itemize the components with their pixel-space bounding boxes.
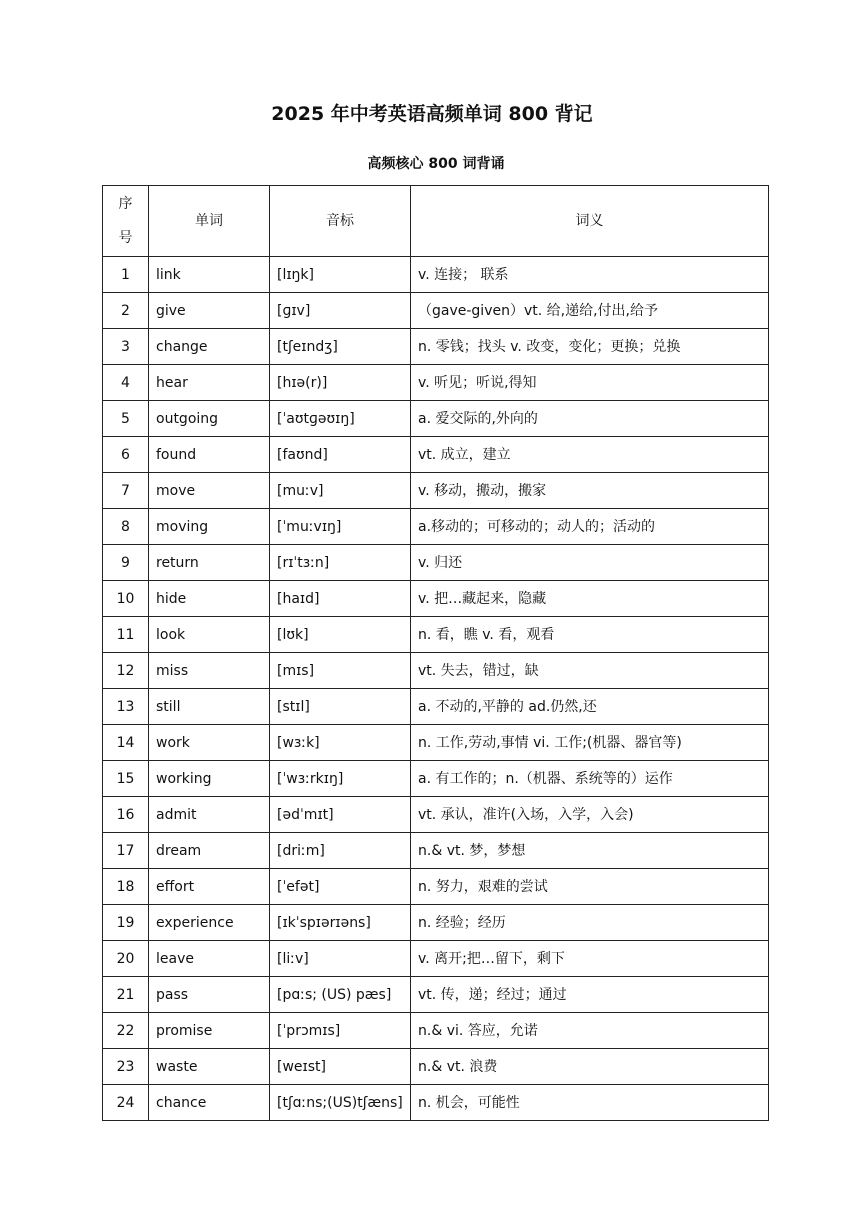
- row-phonetic: [haɪd]: [270, 581, 411, 617]
- table-row: [103, 545, 769, 581]
- row-meaning: n.& vt. 梦，梦想: [411, 833, 769, 869]
- row-number: 12: [103, 653, 149, 689]
- row-phonetic: [ˈaʊtɡəʊɪŋ]: [270, 401, 411, 437]
- row-word: moving: [149, 509, 270, 545]
- header-number: [103, 186, 149, 257]
- row-phonetic: [wɜːk]: [270, 725, 411, 761]
- table-row: [103, 869, 769, 905]
- row-number: 19: [103, 905, 149, 941]
- row-word: found: [149, 437, 270, 473]
- row-number: 1: [103, 257, 149, 293]
- table-row: [103, 293, 769, 329]
- table-row: [103, 1085, 769, 1121]
- row-meaning: v. 离开;把…留下，剩下: [411, 941, 769, 977]
- table-row: [103, 365, 769, 401]
- row-word: change: [149, 329, 270, 365]
- table-row: [103, 761, 769, 797]
- row-number: 15: [103, 761, 149, 797]
- row-meaning: v. 归还: [411, 545, 769, 581]
- table-row: [103, 257, 769, 293]
- table-row: [103, 329, 769, 365]
- table-row: [103, 1013, 769, 1049]
- row-phonetic: [ɪkˈspɪərɪəns]: [270, 905, 411, 941]
- row-word: hide: [149, 581, 270, 617]
- row-meaning: a. 有工作的；n.（机器、系统等的）运作: [411, 761, 769, 797]
- row-phonetic: [lɪŋk]: [270, 257, 411, 293]
- row-meaning: n.& vi. 答应，允诺: [411, 1013, 769, 1049]
- row-phonetic: [ˈefət]: [270, 869, 411, 905]
- row-meaning: n. 机会，可能性: [411, 1085, 769, 1121]
- row-meaning: vt. 成立，建立: [411, 437, 769, 473]
- row-word: effort: [149, 869, 270, 905]
- row-word: outgoing: [149, 401, 270, 437]
- row-meaning: vt. 传，递；经过；通过: [411, 977, 769, 1013]
- row-number: 17: [103, 833, 149, 869]
- row-number: 16: [103, 797, 149, 833]
- row-meaning: （gave-given）vt. 给,递给,付出,给予: [411, 293, 769, 329]
- row-phonetic: [ˈmuːvɪŋ]: [270, 509, 411, 545]
- row-number: 14: [103, 725, 149, 761]
- row-word: experience: [149, 905, 270, 941]
- row-phonetic: [mɪs]: [270, 653, 411, 689]
- row-word: leave: [149, 941, 270, 977]
- table-row: [103, 1049, 769, 1085]
- row-word: waste: [149, 1049, 270, 1085]
- row-number: 4: [103, 365, 149, 401]
- header-word: 单词: [149, 186, 270, 257]
- row-word: chance: [149, 1085, 270, 1121]
- row-phonetic: [muːv]: [270, 473, 411, 509]
- row-word: look: [149, 617, 270, 653]
- row-number: 21: [103, 977, 149, 1013]
- row-word: promise: [149, 1013, 270, 1049]
- row-number: 20: [103, 941, 149, 977]
- row-meaning: n. 努力，艰难的尝试: [411, 869, 769, 905]
- table-row: [103, 437, 769, 473]
- row-meaning: v. 连接； 联系: [411, 257, 769, 293]
- row-word: hear: [149, 365, 270, 401]
- row-phonetic: [ˈwɜːrkɪŋ]: [270, 761, 411, 797]
- row-number: 8: [103, 509, 149, 545]
- row-meaning: vt. 承认，准许(入场，入学，入会): [411, 797, 769, 833]
- table-row: [103, 617, 769, 653]
- row-word: link: [149, 257, 270, 293]
- row-meaning: vt. 失去，错过，缺: [411, 653, 769, 689]
- row-meaning: v. 移动，搬动，搬家: [411, 473, 769, 509]
- table-row: [103, 689, 769, 725]
- row-phonetic: [ɡɪv]: [270, 293, 411, 329]
- table-row: [103, 473, 769, 509]
- row-word: dream: [149, 833, 270, 869]
- header-phonetic: 音标: [270, 186, 411, 257]
- row-meaning: a. 爱交际的,外向的: [411, 401, 769, 437]
- table-row: [103, 977, 769, 1013]
- header-meaning: 词义: [411, 186, 769, 257]
- row-phonetic: [ədˈmɪt]: [270, 797, 411, 833]
- table-row: [103, 509, 769, 545]
- table-body: [103, 257, 769, 1121]
- row-word: still: [149, 689, 270, 725]
- header-number-line1: 序: [118, 196, 133, 212]
- row-meaning: a. 不动的,平静的 ad.仍然,还: [411, 689, 769, 725]
- row-meaning: n. 经验；经历: [411, 905, 769, 941]
- table-row: [103, 581, 769, 617]
- row-meaning: n. 零钱；找头 v. 改变，变化；更换；兑换: [411, 329, 769, 365]
- table-row: [103, 401, 769, 437]
- row-number: 22: [103, 1013, 149, 1049]
- row-phonetic: [lʊk]: [270, 617, 411, 653]
- row-number: 7: [103, 473, 149, 509]
- row-word: move: [149, 473, 270, 509]
- row-word: give: [149, 293, 270, 329]
- row-meaning: v. 听见；听说,得知: [411, 365, 769, 401]
- row-phonetic: [ˈprɔmɪs]: [270, 1013, 411, 1049]
- vocabulary-table: [102, 185, 769, 1121]
- row-phonetic: [faʊnd]: [270, 437, 411, 473]
- table-row: [103, 905, 769, 941]
- row-phonetic: [driːm]: [270, 833, 411, 869]
- row-number: 9: [103, 545, 149, 581]
- row-phonetic: [rɪˈtɜːn]: [270, 545, 411, 581]
- row-meaning: n. 工作,劳动,事情 vi. 工作;(机器、器官等): [411, 725, 769, 761]
- table-row: [103, 725, 769, 761]
- row-meaning: v. 把…藏起来，隐藏: [411, 581, 769, 617]
- row-word: working: [149, 761, 270, 797]
- table-header-row: [103, 186, 769, 257]
- document-subtitle: 高频核心 800 词背诵: [367, 156, 505, 172]
- table-row: [103, 797, 769, 833]
- row-phonetic: [pɑːs; (US) pæs]: [270, 977, 411, 1013]
- row-number: 24: [103, 1085, 149, 1121]
- row-number: 13: [103, 689, 149, 725]
- table-row: [103, 653, 769, 689]
- row-number: 5: [103, 401, 149, 437]
- row-phonetic: [stɪl]: [270, 689, 411, 725]
- row-phonetic: [weɪst]: [270, 1049, 411, 1085]
- row-number: 10: [103, 581, 149, 617]
- row-number: 18: [103, 869, 149, 905]
- table-row: [103, 833, 769, 869]
- row-number: 3: [103, 329, 149, 365]
- row-word: admit: [149, 797, 270, 833]
- row-meaning: n.& vt. 浪费: [411, 1049, 769, 1085]
- table-row: [103, 941, 769, 977]
- document-title: 2025 年中考英语高频单词 800 背记: [271, 103, 593, 125]
- row-phonetic: [tʃeɪndʒ]: [270, 329, 411, 365]
- row-number: 11: [103, 617, 149, 653]
- row-word: work: [149, 725, 270, 761]
- row-word: pass: [149, 977, 270, 1013]
- row-number: 2: [103, 293, 149, 329]
- row-meaning: a.移动的；可移动的；动人的；活动的: [411, 509, 769, 545]
- row-phonetic: [liːv]: [270, 941, 411, 977]
- row-number: 23: [103, 1049, 149, 1085]
- row-word: miss: [149, 653, 270, 689]
- row-phonetic: [hɪə(r)]: [270, 365, 411, 401]
- row-word: return: [149, 545, 270, 581]
- row-meaning: n. 看，瞧 v. 看，观看: [411, 617, 769, 653]
- row-phonetic: [tʃɑːns;(US)tʃæns]: [270, 1085, 411, 1121]
- header-number-line2: 号: [118, 230, 133, 246]
- row-number: 6: [103, 437, 149, 473]
